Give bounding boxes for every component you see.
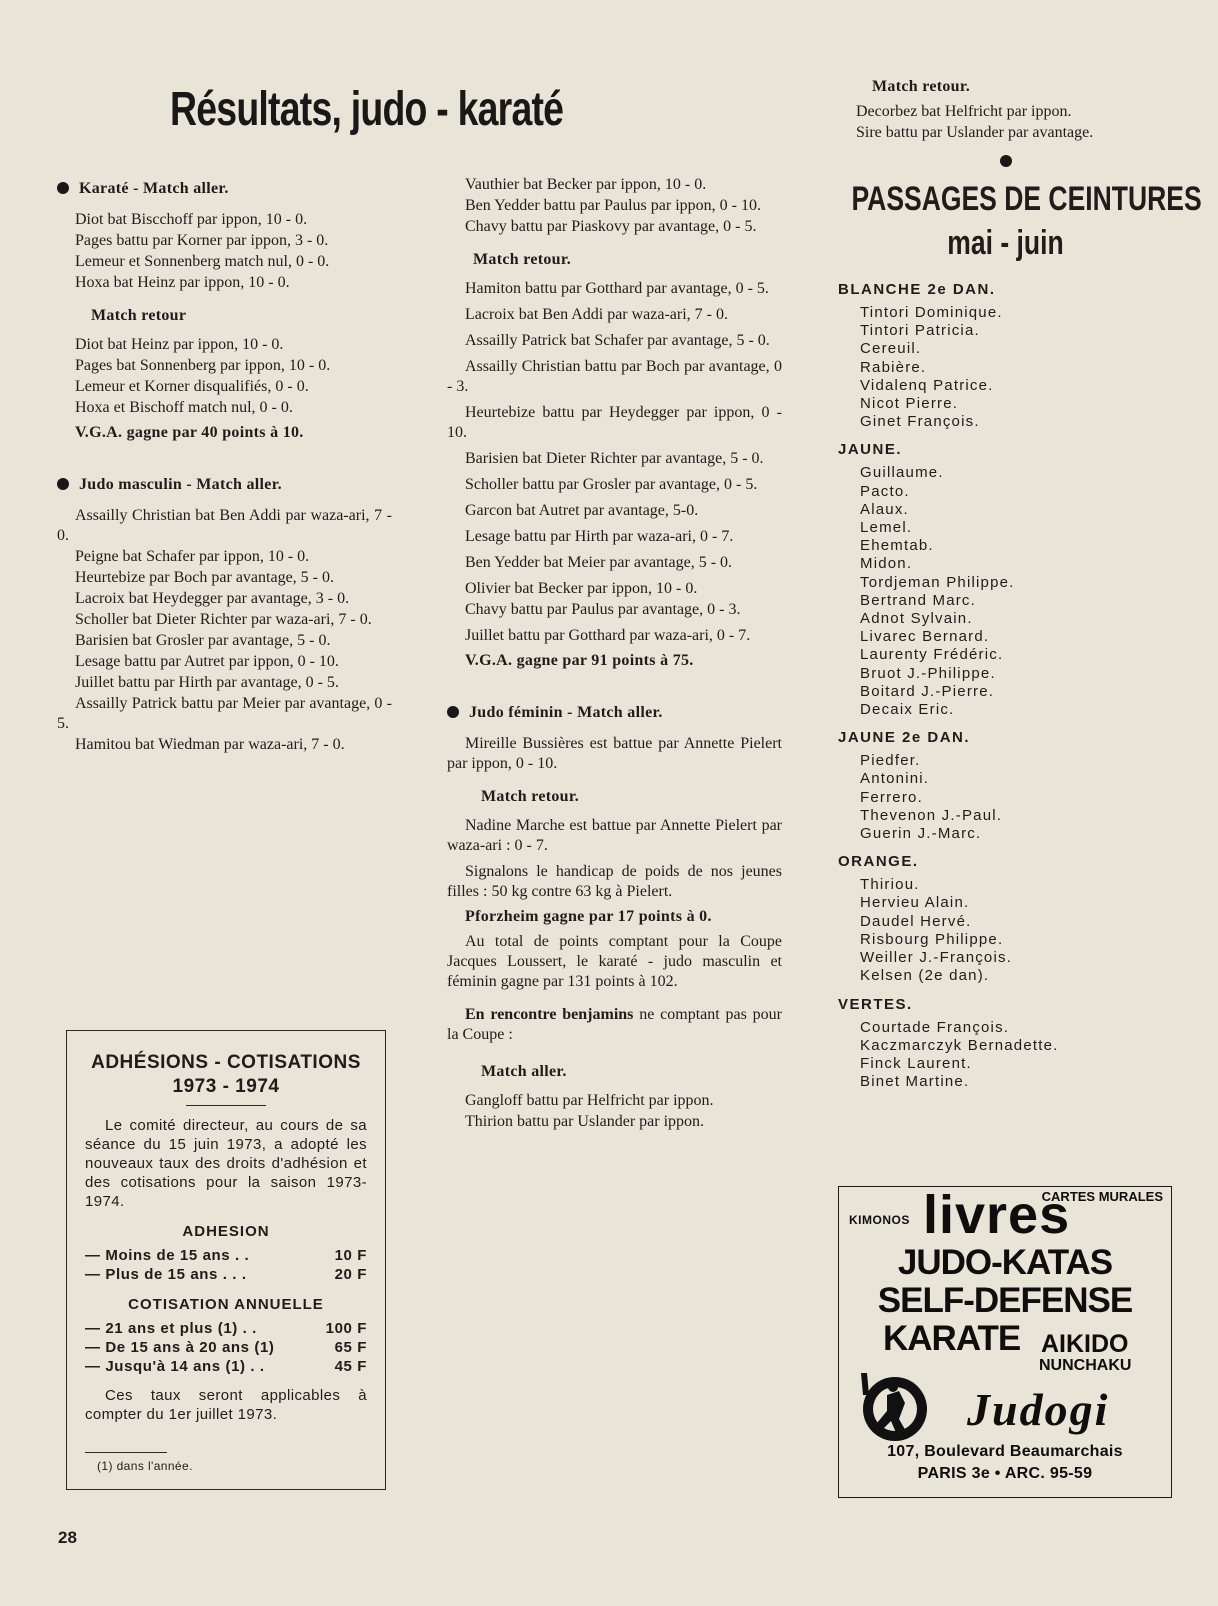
- list-item: Lacroix bat Ben Addi par waza-ari, 7 - 0.: [465, 306, 729, 323]
- ad-cartes: CARTES MURALES: [1041, 1189, 1163, 1204]
- list-item: Barisien bat Grosler par avantage, 5 - 0.: [75, 632, 331, 649]
- list-item: Gangloff battu par Helfricht par ippon.: [465, 1092, 714, 1109]
- list-item: Barisien bat Dieter Richter par avantage, 5 - 0.: [465, 450, 764, 467]
- karate-summary: V.G.A. gagne par 40 points à 10.: [75, 424, 304, 441]
- list-item: Hoxa bat Heinz par ippon, 10 - 0.: [75, 274, 290, 291]
- list-item: Thiriou.: [860, 876, 920, 894]
- box-footnote: (1) dans l'année.: [97, 1459, 193, 1473]
- list-item: Assailly Patrick battu par Meier par avantage, 0 - 5.: [57, 695, 392, 732]
- list-item: Bruot J.-Philippe.: [860, 664, 996, 682]
- list-item: Daudel Hervé.: [860, 912, 972, 930]
- belt-group-orange: [838, 853, 1173, 985]
- list-item: Weiller J.-François.: [860, 949, 1013, 967]
- list-item: Alaux.: [860, 500, 909, 518]
- list-item: Hoxa et Bischoff match nul, 0 - 0.: [75, 399, 293, 416]
- list-item: Diot bat Heinz par ippon, 10 - 0.: [75, 336, 284, 353]
- list-item: Peigne bat Schafer par ippon, 10 - 0.: [75, 548, 310, 565]
- list-item: Ginet François.: [860, 413, 980, 431]
- column-3: [838, 0, 1202, 1091]
- page-title: Résultats, judo - karaté: [170, 83, 564, 136]
- list-item: Boitard J.-Pierre.: [860, 682, 995, 700]
- handicap-note: Signalons le handicap de poids de nos jeunes filles : 50 kg contre 63 kg à Pielert.: [447, 863, 782, 900]
- list-item: Diot bat Biscchoff par ippon, 10 - 0.: [75, 211, 308, 228]
- judo-retour-list: [447, 279, 782, 646]
- list-item: Kaczmarczyk Bernadette.: [860, 1036, 1059, 1054]
- karate-aller-list: [57, 210, 392, 293]
- rate-row: — Jusqu'à 14 ans (1) . . 45 F: [85, 1358, 367, 1375]
- list-item: Lemeur et Sonnenberg match nul, 0 - 0.: [75, 253, 330, 270]
- fem-retour-heading: Match retour.: [481, 788, 580, 805]
- bullet-icon: [1000, 155, 1012, 167]
- list-item: Cereuil.: [860, 340, 922, 358]
- list-item: Assailly Christian bat Ben Addi par waza-ari, 7 - 0.: [57, 507, 392, 544]
- ad-nunchaku: NUNCHAKU: [1039, 1357, 1132, 1374]
- list-item: Juillet battu par Hirth par avantage, 0 - 5.: [75, 674, 339, 691]
- list-item: Scholler bat Dieter Richter par waza-ari, 7 - 0.: [75, 611, 372, 628]
- pforzheim-summary: Pforzheim gagne par 17 points à 0.: [465, 908, 712, 925]
- rate-row: — De 15 ans à 20 ans (1) 65 F: [85, 1339, 367, 1356]
- box-intro: Le comité directeur, au cours de sa séance du 15 juin 1973, a adopté les nouveaux taux des droits d'adhésion et des cotisations pour la saison 1973-1974.: [85, 1117, 367, 1210]
- judo-feminin-heading: Judo féminin - Match aller.: [447, 704, 782, 722]
- belt-group-jaune: [838, 441, 1173, 719]
- list-item: Assailly Patrick bat Schafer par avantage, 5 - 0.: [465, 332, 770, 349]
- list-item: Chavy battu par Piaskovy par avantage, 0 - 5.: [465, 218, 757, 235]
- benjamins-note: En rencontre benjamins ne comptant pas pour la Coupe :: [447, 1006, 783, 1043]
- list-item: Heurtebize battu par Heydegger par ippon, 0 - 10.: [447, 404, 782, 441]
- fem-aller-result: Mireille Bussières est battue par Annette Pielert par ippon, 0 - 10.: [447, 735, 782, 772]
- list-item: Pages bat Sonnenberg par ippon, 10 - 0.: [75, 357, 331, 374]
- list-item: Piedfer.: [860, 752, 921, 770]
- karate-retour-list: [57, 335, 392, 418]
- belt-heading: JAUNE 2e DAN.: [838, 729, 971, 747]
- ad-self-defense: SELF-DEFENSE: [877, 1281, 1133, 1320]
- list-item: Guerin J.-Marc.: [860, 825, 982, 843]
- list-item: Juillet battu par Gotthard par waza-ari, 0 - 7.: [465, 627, 751, 644]
- belt-group-jaune-2-dan: [838, 729, 1173, 843]
- ad-karate: KARATE: [883, 1319, 1021, 1358]
- belts-subtitle: mai - juin: [947, 224, 1064, 262]
- list-item: Tordjeman Philippe.: [860, 573, 1015, 591]
- belt-heading: VERTES.: [838, 995, 913, 1013]
- list-item: Binet Martine.: [860, 1073, 970, 1091]
- rate-row: — 21 ans et plus (1) . . 100 F: [85, 1320, 367, 1337]
- list-item: Decorbez bat Helfricht par ippon.: [856, 103, 1072, 120]
- list-item: Ben Yedder bat Meier par avantage, 5 - 0.: [465, 554, 733, 571]
- box-years: 1973 - 1974: [172, 1076, 280, 1097]
- box-title: ADHÉSIONS - COTISATIONS: [91, 1052, 361, 1073]
- list-item: Tintori Patricia.: [860, 322, 980, 340]
- list-item: Thevenon J.-Paul.: [860, 806, 1003, 824]
- list-item: Lemeur et Korner disqualifiés, 0 - 0.: [75, 378, 309, 395]
- list-item: Vauthier bat Becker par ippon, 10 - 0.: [465, 176, 707, 193]
- bullet-icon: [447, 706, 459, 718]
- list-item: Lesage battu par Autret par ippon, 0 - 10.: [75, 653, 339, 670]
- judogi-advertisement: [838, 1186, 1172, 1498]
- list-item: Livarec Bernard.: [860, 628, 990, 646]
- column-2: [447, 0, 782, 1133]
- list-item: Olivier bat Becker par ippon, 10 - 0.: [465, 580, 698, 597]
- list-item: Lacroix bat Heydegger par avantage, 3 - 0.: [75, 590, 350, 607]
- list-item: Nicot Pierre.: [860, 395, 959, 413]
- list-item: Tintori Dominique.: [860, 304, 1003, 321]
- rate-row: — Moins de 15 ans . . 10 F: [85, 1247, 367, 1264]
- list-item: Risbourg Philippe.: [860, 930, 1004, 948]
- list-item: Pages battu par Korner par ippon, 3 - 0.: [75, 232, 329, 249]
- karate-heading: Karaté - Match aller.: [57, 180, 392, 198]
- karate-retour-heading: Match retour: [91, 307, 187, 324]
- list-item: Midon.: [860, 555, 913, 573]
- list-item: Laurenty Frédéric.: [860, 646, 1004, 664]
- list-item: Pacto.: [860, 482, 910, 500]
- list-item: Ferrero.: [860, 788, 923, 806]
- belt-group-blanche: [838, 281, 1173, 431]
- ad-aikido: AIKIDO: [1041, 1330, 1129, 1358]
- list-item: Antonini.: [860, 770, 930, 788]
- bullet-icon: [57, 182, 69, 194]
- column-1: [57, 0, 392, 756]
- list-item: Garcon bat Autret par avantage, 5-0.: [465, 502, 699, 519]
- list-item: Lemel.: [860, 519, 913, 537]
- fem-retour-result: Nadine Marche est battue par Annette Pielert par waza-ari : 0 - 7.: [447, 817, 782, 854]
- list-item: Thirion battu par Uslander par ippon.: [465, 1113, 705, 1130]
- ad-kimonos: KIMONOS: [849, 1213, 910, 1227]
- belts-title: PASSAGES DE CEINTURES: [851, 180, 1202, 218]
- list-item: Courtade François.: [860, 1018, 1010, 1036]
- divider: [186, 1105, 266, 1106]
- belt-heading: BLANCHE 2e DAN.: [838, 281, 996, 298]
- list-item: Vidalenq Patrice.: [860, 376, 994, 394]
- judo-retour-heading: Match retour.: [473, 251, 572, 268]
- list-item: Ehemtab.: [860, 537, 934, 555]
- judo-aller-cont-list: [447, 175, 782, 237]
- list-item: Assailly Christian battu par Boch par avantage, 0 - 3.: [447, 358, 782, 395]
- list-item: Lesage battu par Hirth par waza-ari, 0 - 7.: [465, 528, 734, 545]
- cotisation-heading: COTISATION ANNUELLE: [128, 1296, 324, 1313]
- adhesions-box: [66, 1030, 386, 1490]
- judo-summary: V.G.A. gagne par 91 points à 75.: [465, 652, 694, 669]
- list-item: Hervieu Alain.: [860, 894, 970, 912]
- list-item: Ben Yedder battu par Paulus par ippon, 0 - 10.: [465, 197, 761, 214]
- list-item: Kelsen (2e dan).: [860, 967, 990, 985]
- list-item: Guillaume.: [860, 464, 944, 482]
- belt-heading: JAUNE.: [838, 441, 903, 459]
- box-closing: Ces taux seront applicables à compter du 1er juillet 1973.: [85, 1387, 367, 1423]
- judo-masculin-heading: Judo masculin - Match aller.: [57, 476, 392, 494]
- list-item: Finck Laurent.: [860, 1054, 972, 1072]
- adhesion-heading: ADHESION: [182, 1223, 270, 1240]
- ad-judogi-brand: Judogi: [967, 1384, 1110, 1435]
- benj-retour-heading: Match retour.: [872, 78, 971, 95]
- list-item: Adnot Sylvain.: [860, 610, 973, 628]
- bullet-icon: [57, 478, 69, 490]
- list-item: Scholler battu par Grosler par avantage, 0 - 5.: [465, 476, 758, 493]
- belt-heading: ORANGE.: [838, 853, 919, 871]
- page-number: 28: [58, 1528, 77, 1547]
- ad-address: 107, Boulevard Beaumarchais: [887, 1443, 1123, 1460]
- list-item: Hamitou bat Wiedman par waza-ari, 7 - 0.: [75, 736, 345, 753]
- rate-row: — Plus de 15 ans . . . 20 F: [85, 1266, 367, 1283]
- ad-livres: livres: [923, 1185, 1071, 1245]
- judo-aller-list: [57, 506, 392, 755]
- ad-city-phone: PARIS 3e • ARC. 95-59: [917, 1465, 1093, 1482]
- belt-group-vertes: [838, 996, 1173, 1092]
- list-item: Chavy battu par Paulus par avantage, 0 - 3.: [465, 601, 741, 618]
- list-item: Hamiton battu par Gotthard par avantage, 0 - 5.: [465, 280, 769, 297]
- list-item: Bertrand Marc.: [860, 591, 976, 609]
- list-item: Rabière.: [860, 358, 927, 376]
- list-item: Decaix Eric.: [860, 701, 955, 719]
- judoka-logo-icon: [847, 1367, 957, 1445]
- list-item: Heurtebize par Boch par avantage, 5 - 0.: [75, 569, 334, 586]
- list-item: Sire battu par Uslander par avantage.: [856, 124, 1094, 141]
- coupe-note: Au total de points comptant pour la Coupe Jacques Loussert, le karaté - judo masculin et féminin gagne par 131 points à 102.: [447, 933, 782, 990]
- ad-judo-katas: JUDO-KATAS: [897, 1243, 1113, 1282]
- benj-aller-heading: Match aller.: [481, 1063, 567, 1080]
- divider: [85, 1452, 167, 1453]
